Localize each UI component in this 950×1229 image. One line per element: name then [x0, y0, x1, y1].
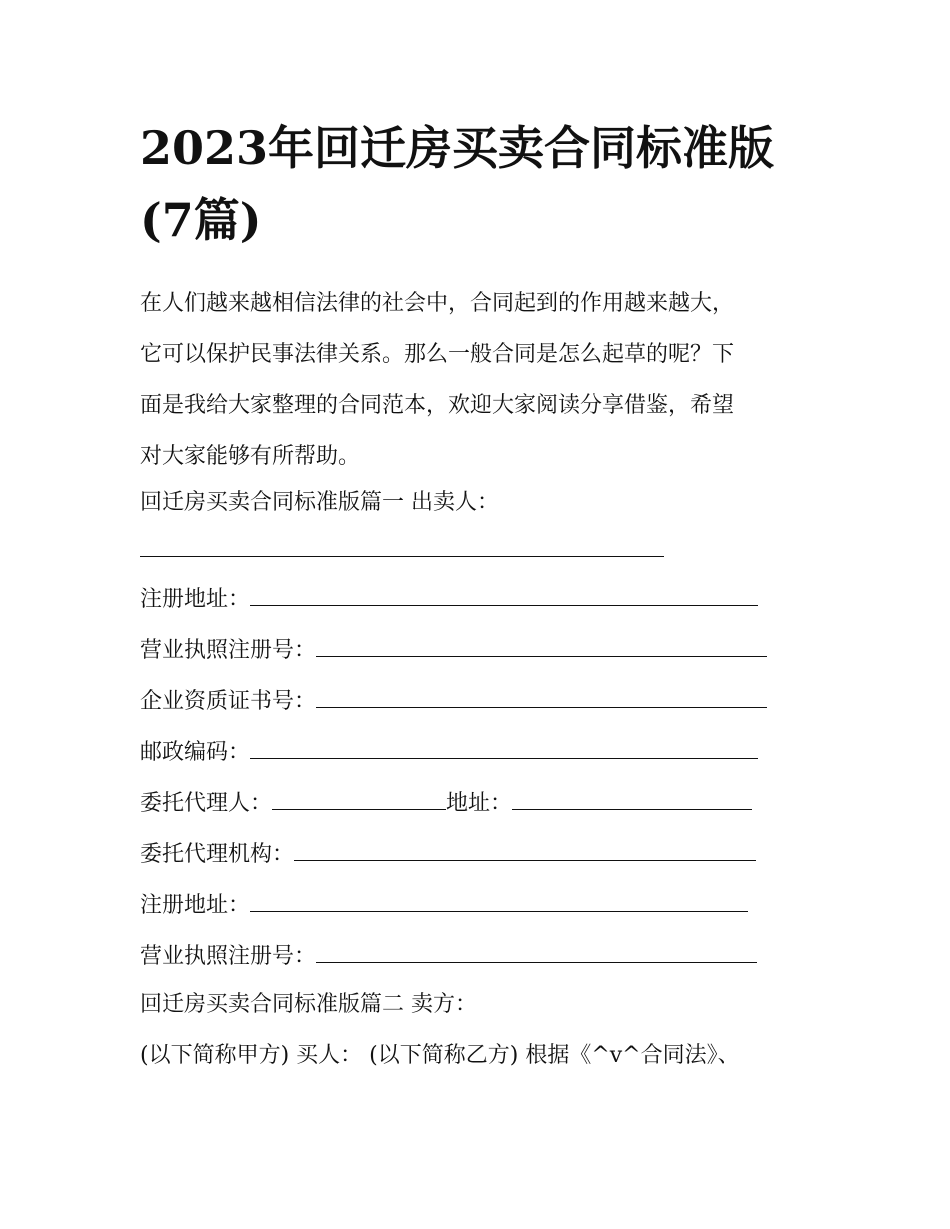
- section-2-heading-text: 回迁房买卖合同标准版篇二 卖方：: [140, 992, 477, 1017]
- field-blank: [294, 838, 756, 861]
- intro-line: 面是我给大家整理的合同范本，欢迎大家阅读分享借鉴，希望: [140, 393, 735, 418]
- seller-name-blank-line: [140, 534, 664, 566]
- field-blank: [250, 889, 748, 912]
- document-title: [140, 112, 830, 256]
- section-1-heading: [140, 488, 499, 518]
- field-label: 企业资质证书号：: [140, 689, 317, 714]
- field-postal-code: [140, 736, 758, 768]
- intro-line: 对大家能够有所帮助。: [140, 444, 361, 469]
- title-line-2: (7篇): [140, 193, 262, 247]
- field-reg-address-1: [140, 583, 758, 615]
- contract-body-text: (以下简称甲方) 买人： (以下简称乙方) 根据《^v^合同法》、: [140, 1043, 740, 1068]
- field-blank: [250, 583, 758, 606]
- field-label: 地址：: [446, 791, 513, 816]
- field-blank: [316, 634, 767, 657]
- field-agent: [140, 787, 752, 819]
- intro-line: 它可以保护民事法律关系。那么一般合同是怎么起草的呢？下: [140, 342, 735, 367]
- field-label: 注册地址：: [140, 893, 251, 918]
- intro-line: 在人们越来越相信法律的社会中，合同起到的作用越来越大，: [140, 291, 735, 316]
- field-blank: [316, 940, 757, 963]
- section-2-heading: [140, 990, 477, 1020]
- field-label: 委托代理机构：: [140, 842, 295, 867]
- intro-paragraph: [140, 278, 830, 482]
- field-agency: [140, 838, 756, 870]
- field-label: 委托代理人：: [140, 791, 273, 816]
- field-license-no-2: [140, 940, 757, 972]
- field-license-no-1: [140, 634, 767, 666]
- field-blank: [272, 787, 446, 810]
- field-blank: [316, 685, 767, 708]
- contract-body-line: [140, 1041, 740, 1071]
- field-blank: [250, 736, 758, 759]
- title-line-1: 2023年回迁房买卖合同标准版: [140, 121, 775, 175]
- field-qualification-no: [140, 685, 767, 717]
- field-label: 营业执照注册号：: [140, 638, 317, 663]
- seller-name-blank: [140, 534, 664, 557]
- section-1-heading-text: 回迁房买卖合同标准版篇一 出卖人：: [140, 490, 499, 515]
- field-reg-address-2: [140, 889, 748, 921]
- field-blank: [512, 787, 752, 810]
- field-label: 注册地址：: [140, 587, 251, 612]
- field-label: 营业执照注册号：: [140, 944, 317, 969]
- field-label: 邮政编码：: [140, 740, 251, 765]
